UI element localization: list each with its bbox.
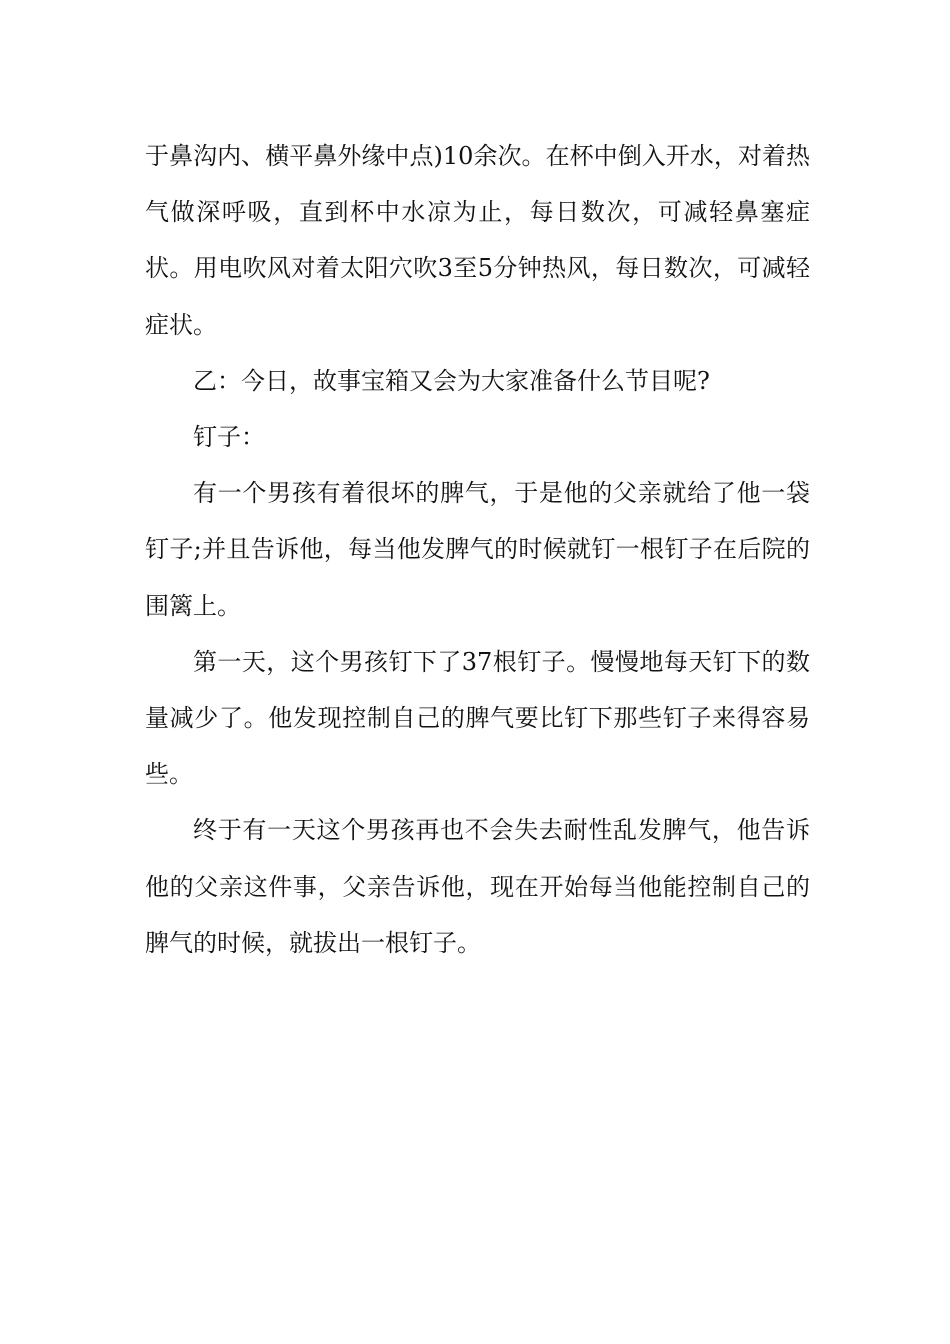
paragraph-story-title: 钉子：: [193, 423, 265, 452]
paragraph-story-2: 第一天，这个男孩钉下了37根钉子。慢慢地每天钉下的数量减少了。他发现控制自己的脾气要比钉下那些钉子来得容易些。: [145, 647, 810, 789]
paragraph-story-3: 终于有一天这个男孩再也不会失去耐性乱发脾气，他告诉他的父亲这件事，父亲告诉他，现在开始每当他能控制自己的脾气的时候，就拔出一根钉子。: [145, 816, 810, 957]
paragraph-dialogue-intro: 乙：今日，故事宝箱又会为大家准备什么节目呢?: [193, 366, 710, 395]
paragraph-remedy-continued: 于鼻沟内、横平鼻外缘中点)10余次。在杯中倒入开水，对着热气做深呼吸，直到杯中水凉为止，每日数次，可减轻鼻塞症状。用电吹风对着太阳穴吹3至5分钟热风，每日数次，可减轻症状。: [145, 142, 810, 339]
paragraph-story-1: 有一个男孩有着很坏的脾气，于是他的父亲就给了他一袋钉子;并且告诉他，每当他发脾气的时候就钉一根钉子在后院的围篱上。: [145, 479, 810, 620]
body-text: [145, 128, 810, 971]
